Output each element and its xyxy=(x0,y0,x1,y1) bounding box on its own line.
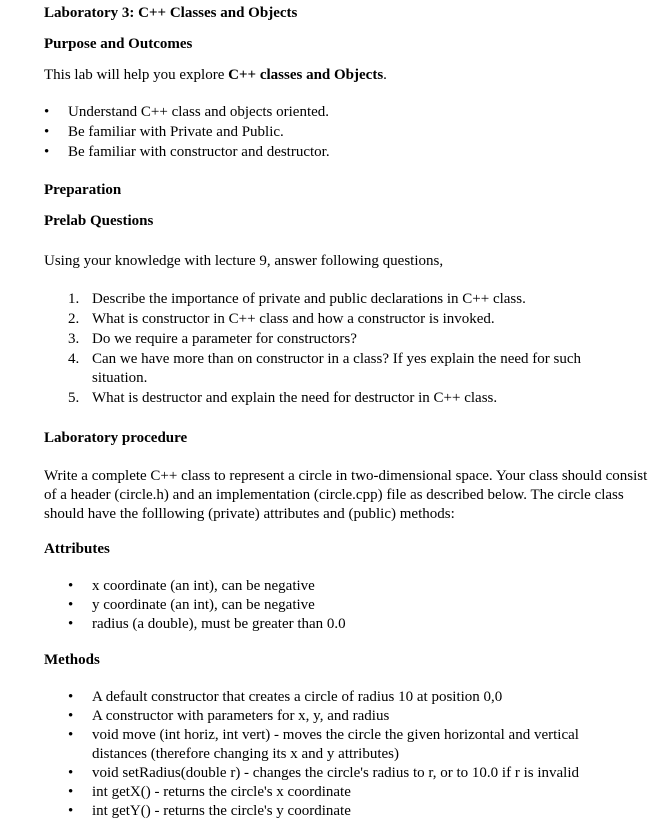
item-text: What is destructor and explain the need for destructor in C++ class. xyxy=(92,390,498,406)
intro-paragraph xyxy=(0,66,650,85)
list-item xyxy=(0,290,620,309)
methods-list xyxy=(0,688,620,821)
item-number: 4. xyxy=(68,351,80,367)
list-item: • Be familiar with Private and Public. xyxy=(0,123,620,142)
list-item xyxy=(0,389,620,408)
intro-bold-text: C++ classes and Objects xyxy=(228,67,384,83)
outcomes-list xyxy=(0,103,620,162)
attributes-heading: Attributes xyxy=(44,541,110,557)
list-item: • void setRadius(double r) - changes the circle's radius to r, or to 10.0 if r is invalid xyxy=(0,764,620,783)
prelab-intro: Using your knowledge with lecture 9, answer following questions, xyxy=(44,253,444,269)
list-item: • A constructor with parameters for x, y, and radius xyxy=(0,707,620,726)
list-item xyxy=(0,310,620,329)
item-text: Do we require a parameter for constructors? xyxy=(92,331,357,347)
item-text: What is constructor in C++ class and how a constructor is invoked. xyxy=(92,311,495,327)
list-item: • void move (int horiz, int vert) - moves the circle the given horizontal and vertical distances (therefore changing its x and y attributes) xyxy=(0,726,620,764)
list-item: • int getX() - returns the circle's x coordinate xyxy=(0,783,620,802)
procedure-paragraph: Write a complete C++ class to represent a circle in two-dimensional space. Your class should consist of a header (circle.h) and an implementation (circle.cpp) file as described below. The circle class should have the folllowing (private) attributes and (public) methods: xyxy=(44,468,648,522)
item-number: 2. xyxy=(68,311,80,327)
list-item: • radius (a double), must be greater than 0.0 xyxy=(0,615,620,634)
intro-text: This lab will help you explore xyxy=(44,67,229,83)
list-item: • y coordinate (an int), can be negative xyxy=(0,596,620,615)
list-item: • x coordinate (an int), can be negative xyxy=(0,577,620,596)
list-item: • Understand C++ class and objects oriented. xyxy=(0,103,620,122)
page-title: Laboratory 3: C++ Classes and Objects xyxy=(44,5,298,21)
procedure-heading: Laboratory procedure xyxy=(44,430,188,446)
methods-heading: Methods xyxy=(44,652,100,668)
list-item xyxy=(0,330,620,349)
list-item: • int getY() - returns the circle's y coordinate xyxy=(0,802,620,821)
item-text: Describe the importance of private and public declarations in C++ class. xyxy=(92,291,526,307)
item-number: 5. xyxy=(68,390,80,406)
intro-end-text: . xyxy=(383,67,387,83)
preparation-heading: Preparation xyxy=(44,182,122,198)
list-item xyxy=(0,350,620,388)
list-item: • A default constructor that creates a circle of radius 10 at position 0,0 xyxy=(0,688,620,707)
item-number: 3. xyxy=(68,331,80,347)
purpose-heading: Purpose and Outcomes xyxy=(44,36,193,52)
attributes-list xyxy=(0,577,620,634)
item-number: 1. xyxy=(68,291,80,307)
questions-list xyxy=(0,290,620,408)
list-item: • Be familiar with constructor and destructor. xyxy=(0,143,620,162)
prelab-heading: Prelab Questions xyxy=(44,213,154,229)
item-text: Can we have more than on constructor in a class? If yes explain the need for such situation. xyxy=(92,351,581,386)
